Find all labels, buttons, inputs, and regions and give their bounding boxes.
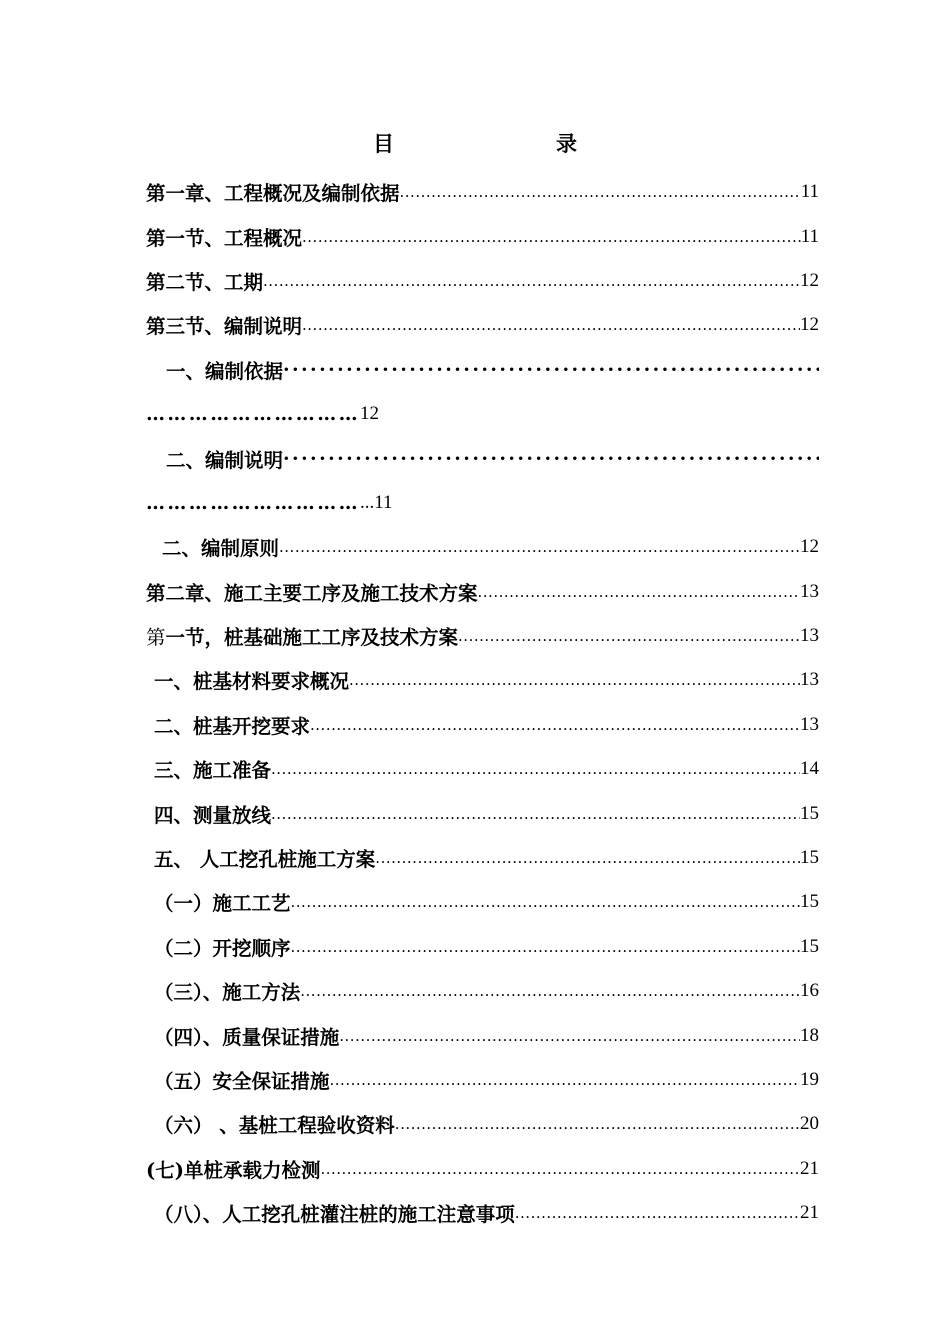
toc-entry[interactable] bbox=[146, 658, 819, 702]
toc-entry[interactable] bbox=[146, 836, 819, 880]
toc-entry-page: 21 bbox=[800, 1157, 819, 1179]
dot-leader bbox=[302, 228, 801, 246]
toc-entry-page: 12 bbox=[800, 269, 819, 291]
toc-entry[interactable] bbox=[146, 1058, 819, 1102]
toc-entry-page: 21 bbox=[800, 1202, 819, 1224]
toc-entry[interactable] bbox=[146, 525, 819, 569]
toc-entry[interactable] bbox=[146, 1191, 819, 1235]
toc-entry-page: 15 bbox=[800, 891, 819, 913]
toc-entry-label: 第一章、工程概况及编制依据 bbox=[146, 182, 400, 206]
toc-entry-label: 第三节、编制说明 bbox=[146, 315, 303, 339]
toc-entry-label: 第一节、工程概况 bbox=[146, 226, 303, 250]
dot-leader bbox=[271, 760, 800, 778]
toc-entry-label: 第二章、施工主要工序及施工技术方案 bbox=[146, 581, 478, 605]
toc-entry-page: 16 bbox=[800, 980, 819, 1002]
dot-leader bbox=[291, 938, 800, 956]
toc-entry-page: 11 bbox=[800, 225, 819, 247]
toc-entry-label: (七)单桩承载力检测 bbox=[146, 1158, 321, 1182]
toc-entry[interactable] bbox=[146, 703, 819, 747]
dot-leader bbox=[263, 272, 800, 290]
dot-leader: ………………………… bbox=[146, 491, 360, 514]
toc-entry-page: 13 bbox=[800, 713, 819, 735]
toc-entry-label: 一、编制依据 bbox=[166, 359, 284, 383]
toc-entry[interactable] bbox=[146, 614, 819, 658]
dot-leader bbox=[515, 1204, 800, 1222]
toc-entry-page: 18 bbox=[800, 1024, 819, 1046]
table-of-contents bbox=[146, 170, 819, 1235]
toc-entry-page: 13 bbox=[800, 625, 819, 647]
toc-entry[interactable] bbox=[146, 348, 819, 392]
toc-entry[interactable] bbox=[146, 1102, 819, 1146]
toc-entry-continuation[interactable] bbox=[146, 481, 819, 525]
dot-leader: ………………………… bbox=[146, 403, 360, 426]
dot-leader bbox=[349, 671, 800, 689]
toc-entry-label bbox=[146, 622, 458, 650]
dot-leader bbox=[395, 1115, 800, 1133]
toc-entry-label: 二、编制原则 bbox=[162, 537, 280, 561]
toc-entry-label: 五、 人工挖孔桩施工方案 bbox=[154, 848, 376, 872]
toc-entry[interactable] bbox=[146, 791, 819, 835]
dot-leader bbox=[339, 1027, 800, 1045]
toc-entry-page: 12 bbox=[360, 403, 379, 425]
dot-leader bbox=[279, 538, 800, 556]
dot-leader bbox=[300, 982, 800, 1000]
dot-leader bbox=[271, 805, 800, 823]
toc-entry[interactable] bbox=[146, 570, 819, 614]
toc-entry-label: （一）施工工艺 bbox=[154, 892, 291, 916]
toc-entry[interactable] bbox=[146, 925, 819, 969]
toc-entry[interactable] bbox=[146, 1147, 819, 1191]
dot-leader bbox=[283, 359, 819, 381]
toc-entry[interactable] bbox=[146, 259, 819, 303]
dot-leader bbox=[478, 583, 800, 601]
toc-entry-label: 三、施工准备 bbox=[154, 759, 272, 783]
toc-entry-page: 12 bbox=[800, 536, 819, 558]
toc-entry-label-text: 一节，桩基础施工工序及技术方案 bbox=[165, 626, 459, 650]
toc-entry-page: 15 bbox=[800, 935, 819, 957]
dot-leader bbox=[302, 316, 800, 334]
toc-entry-label: 二、桩基开挖要求 bbox=[154, 714, 311, 738]
dot-leader bbox=[291, 893, 800, 911]
toc-entry-label: 一、桩基材料要求概况 bbox=[154, 670, 350, 694]
toc-entry-page: 14 bbox=[800, 758, 819, 780]
toc-entry[interactable] bbox=[146, 747, 819, 791]
toc-entry-label: 四、测量放线 bbox=[154, 803, 272, 827]
toc-entry[interactable] bbox=[146, 303, 819, 347]
toc-entry-continuation[interactable] bbox=[146, 392, 819, 436]
toc-entry-label: （六） 、基桩工程验收资料 bbox=[154, 1114, 395, 1138]
dot-leader bbox=[458, 627, 800, 645]
toc-entry[interactable] bbox=[146, 170, 819, 214]
toc-entry[interactable] bbox=[146, 969, 819, 1013]
toc-entry[interactable] bbox=[146, 214, 819, 258]
dot-leader bbox=[320, 1160, 800, 1178]
toc-entry-page: 12 bbox=[800, 314, 819, 336]
dot-leader bbox=[283, 448, 819, 470]
dot-leader bbox=[400, 183, 801, 201]
toc-entry-prefix: 第 bbox=[146, 626, 166, 650]
toc-entry-page: 13 bbox=[800, 669, 819, 691]
toc-entry-label: （五）安全保证措施 bbox=[154, 1070, 330, 1093]
toc-entry-page: ...11 bbox=[360, 491, 393, 513]
toc-entry[interactable] bbox=[146, 436, 819, 480]
dot-leader bbox=[375, 849, 800, 867]
toc-entry-label: （二）开挖顺序 bbox=[154, 936, 291, 960]
page-title: 目 录 bbox=[373, 131, 617, 156]
dot-leader bbox=[330, 1071, 800, 1089]
dot-leader bbox=[310, 716, 800, 734]
toc-entry-page: 15 bbox=[800, 847, 819, 869]
toc-entry-page: 15 bbox=[800, 802, 819, 824]
toc-entry-page: 13 bbox=[800, 580, 819, 602]
toc-entry-page: 19 bbox=[800, 1069, 819, 1090]
toc-entry-label: （八）、人工挖孔桩灌注桩的施工注意事项 bbox=[154, 1203, 515, 1227]
toc-entry-label: （三）、施工方法 bbox=[154, 981, 301, 1005]
toc-entry-label: 二、编制说明 bbox=[166, 448, 284, 472]
toc-entry-label: （四）、质量保证措施 bbox=[154, 1025, 340, 1049]
toc-entry[interactable] bbox=[146, 1013, 819, 1057]
toc-entry-page: 20 bbox=[800, 1113, 819, 1135]
toc-entry-page: 11 bbox=[800, 181, 819, 203]
toc-entry[interactable] bbox=[146, 880, 819, 924]
toc-entry-label: 第二节、工期 bbox=[146, 270, 264, 294]
